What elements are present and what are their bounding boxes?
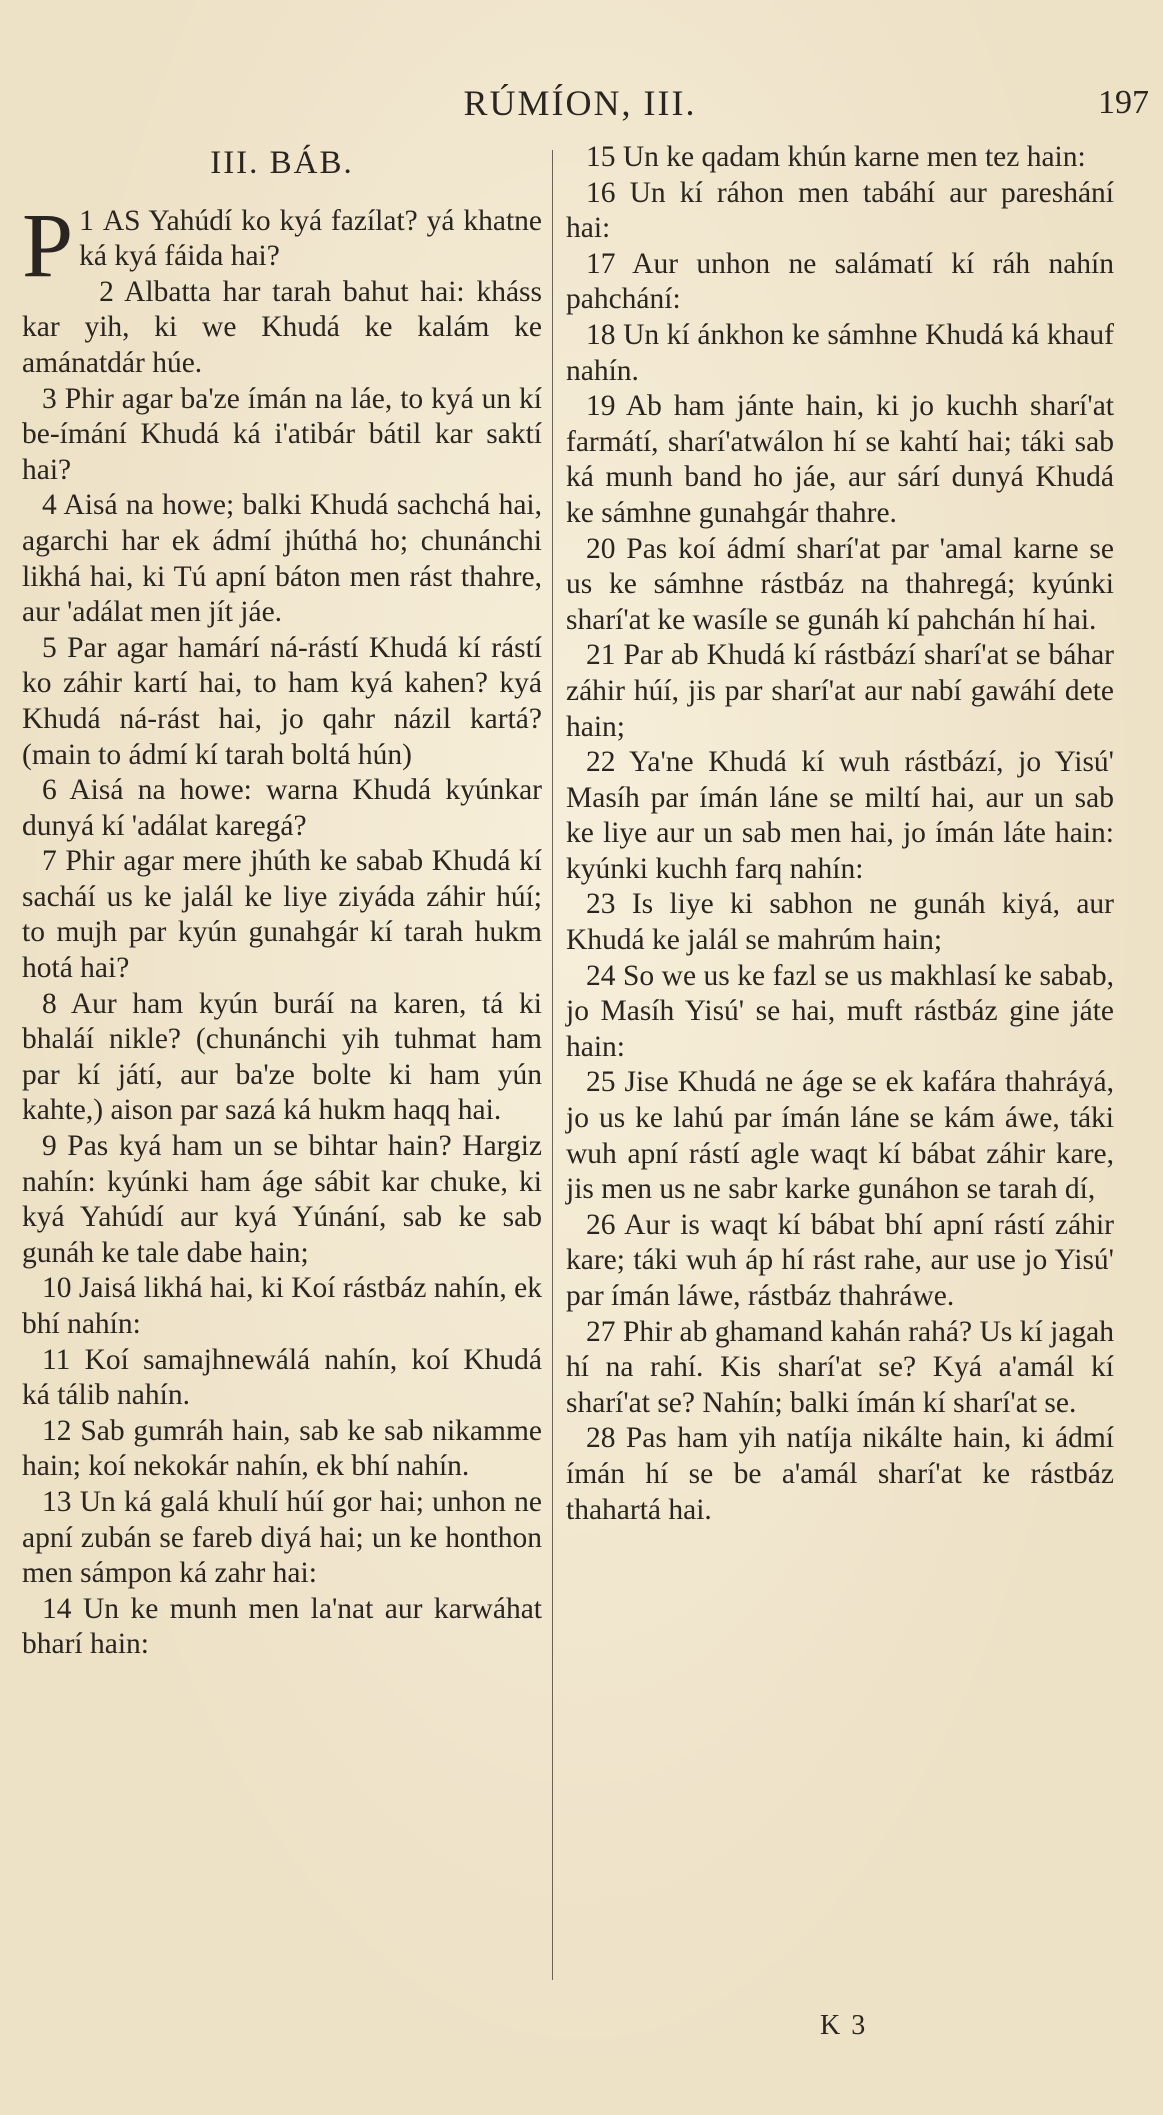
verse: 24 So we us ke fazl se us makhlasí ke sabab, jo Masíh Yisú' se hai, muft rástbáz gine játe hain: — [566, 959, 1114, 1063]
verse: 6 Aisá na howe: warna Khudá kyúnkar dunyá kí 'adálat karegá? — [22, 774, 542, 842]
signature-mark: K 3 — [820, 2010, 868, 2041]
verse: 20 Pas koí ádmí sharí'at par 'amal karne se us ke sámhne rástbáz na thahregá; kyúnki sharí'at ke wasíle se gunáh kí pahchán hí hai. — [566, 532, 1114, 636]
verse: 8 Aur ham kyún buráí na karen, tá ki bhaláí nikle? (chunánchi yih tuhmat ham par kí játí, aur ba'ze bolte ki ham yún kahte,) aison par sazá ká hukm haqq hai. — [22, 987, 542, 1127]
right-verse-list — [566, 140, 1114, 1528]
verse: 22 Ya'ne Khudá kí wuh rástbází, jo Yisú' Masíh par ímán láne se miltí hai, aur un sab ke liye aur un sab men hai, jo ímán láte hain: kyúnki kuchh farq nahín: — [566, 746, 1114, 885]
right-column — [566, 140, 1114, 1528]
verse: 2 Albatta har tarah bahut hai: kháss kar yih, ki we Khudá ke kalám ke amánatdár húe. — [22, 275, 542, 379]
verse-text: AS Yahúdí ko kyá fazílat? yá khatne ká kyá fáida hai? — [79, 204, 542, 273]
verse: 15 Un ke qadam khún karne men tez hain: — [586, 141, 1086, 173]
verse: 16 Un kí ráhon men tabáhí aur pareshání hai: — [566, 176, 1114, 245]
verse: 21 Par ab Khudá kí rástbází sharí'at se báhar záhir húí, jis par sharí'at aur nabí gawáhí dete hain; — [566, 639, 1114, 743]
left-verse-list — [22, 275, 542, 1663]
verse: 25 Jise Khudá ne áge se ek kafára thahráyá, jo us ke lahú par ímán láne se kám áwe, táki wuh apní rástí agle waqt kí bábat záhir kare, jis men us ne sabr karke gunáhon se tarah dí, — [566, 1066, 1114, 1206]
verse: 5 Par agar hamárí ná-rástí Khudá kí rástí ko záhir kartí hai, to ham kyá kahen? kyá Khudá ná-rást hai, jo qahr názil kartá? (main to ádmí kí tarah boltá hún) — [22, 631, 542, 771]
verse: 14 Un ke munh men la'nat aur karwáhat bharí hain: — [22, 1592, 542, 1661]
verse: 7 Phir agar mere jhúth ke sabab Khudá kí sacháí us ke jalál ke liye ziyáda záhir húí; to mujh par kyún gunahgár kí tarah hukm hotá hai? — [22, 845, 542, 985]
left-column — [22, 140, 542, 1663]
verse: 3 Phir agar ba'ze ímán na láe, to kyá un kí be-ímání Khudá ká i'atibár bátil kar saktí hai? — [22, 382, 542, 486]
verse: 12 Sab gumráh hain, sab ke sab nikamme hain; koí nekokár nahín, ek bhí nahín. — [22, 1414, 542, 1483]
verse: 4 Aisá na howe; balki Khudá sachchá hai, agarchi har ek ádmí jhúthá ho; chunánchi likhá hai, ki Tú apní báton men rást thahre, aur 'adálat men jít jáe. — [22, 489, 542, 629]
verse: 27 Phir ab ghamand kahán rahá? Us kí jagah hí na rahí. Kis sharí'at se? Kyá a'amál kí sharí'at se? Nahín; balki ímán kí sharí'at se. — [566, 1315, 1114, 1419]
page-number: 197 — [1098, 84, 1149, 121]
running-head — [0, 82, 1163, 142]
book-title: RÚMÍON, III. — [463, 83, 697, 123]
column-divider — [552, 150, 553, 1980]
chapter-heading: III. BÁB. — [210, 145, 354, 181]
verse: 10 Jaisá likhá hai, ki Koí rástbáz nahín, ek bhí nahín: — [22, 1272, 542, 1340]
verse: 18 Un kí ánkhon ke sámhne Khudá ká khauf nahín. — [566, 318, 1114, 387]
verse: 9 Pas kyá ham un se bihtar hain? Hargiz nahín: kyúnki ham áge sábit kar chuke, ki kyá Yahúdí aur kyá Yúnání, sab ke sab gunáh ke tale dabe hain; — [22, 1130, 542, 1269]
verse: 17 Aur unhon ne salámatí kí ráh nahín pahchání: — [566, 247, 1114, 316]
verse: 19 Ab ham jánte hain, ki jo kuchh sharí'at farmátí, sharí'atwálon hí se kahtí hai; táki sab ká munh band ho jáe, aur sárí dunyá Khudá ke sámhne gunahgár thahre. — [566, 390, 1114, 529]
drop-cap: P — [22, 193, 74, 296]
verse: 23 Is liye ki sabhon ne gunáh kiyá, aur Khudá ke jalál se mahrúm hain; — [566, 888, 1114, 957]
verse: 11 Koí samajhnewálá nahín, koí Khudá ká tálib nahín. — [22, 1343, 542, 1412]
verse: 28 Pas ham yih natíja nikálte hain, ki ádmí ímán hí se be a'amál sharí'at ke rástbáz thahartá hai. — [566, 1422, 1114, 1526]
verse-number: 1 — [79, 204, 94, 237]
verse: 26 Aur is waqt kí bábat bhí apní rástí záhir kare; táki wuh áp hí rást rahe, aur use jo Yisú' par ímán láwe, rástbáz thahráwe. — [566, 1208, 1114, 1312]
verse-1 — [22, 193, 542, 296]
verse: 13 Un ká galá khulí húí gor hai; unhon ne apní zubán se fareb diyá hai; un ke honthon men sámpon ká zahr hai: — [22, 1485, 542, 1590]
